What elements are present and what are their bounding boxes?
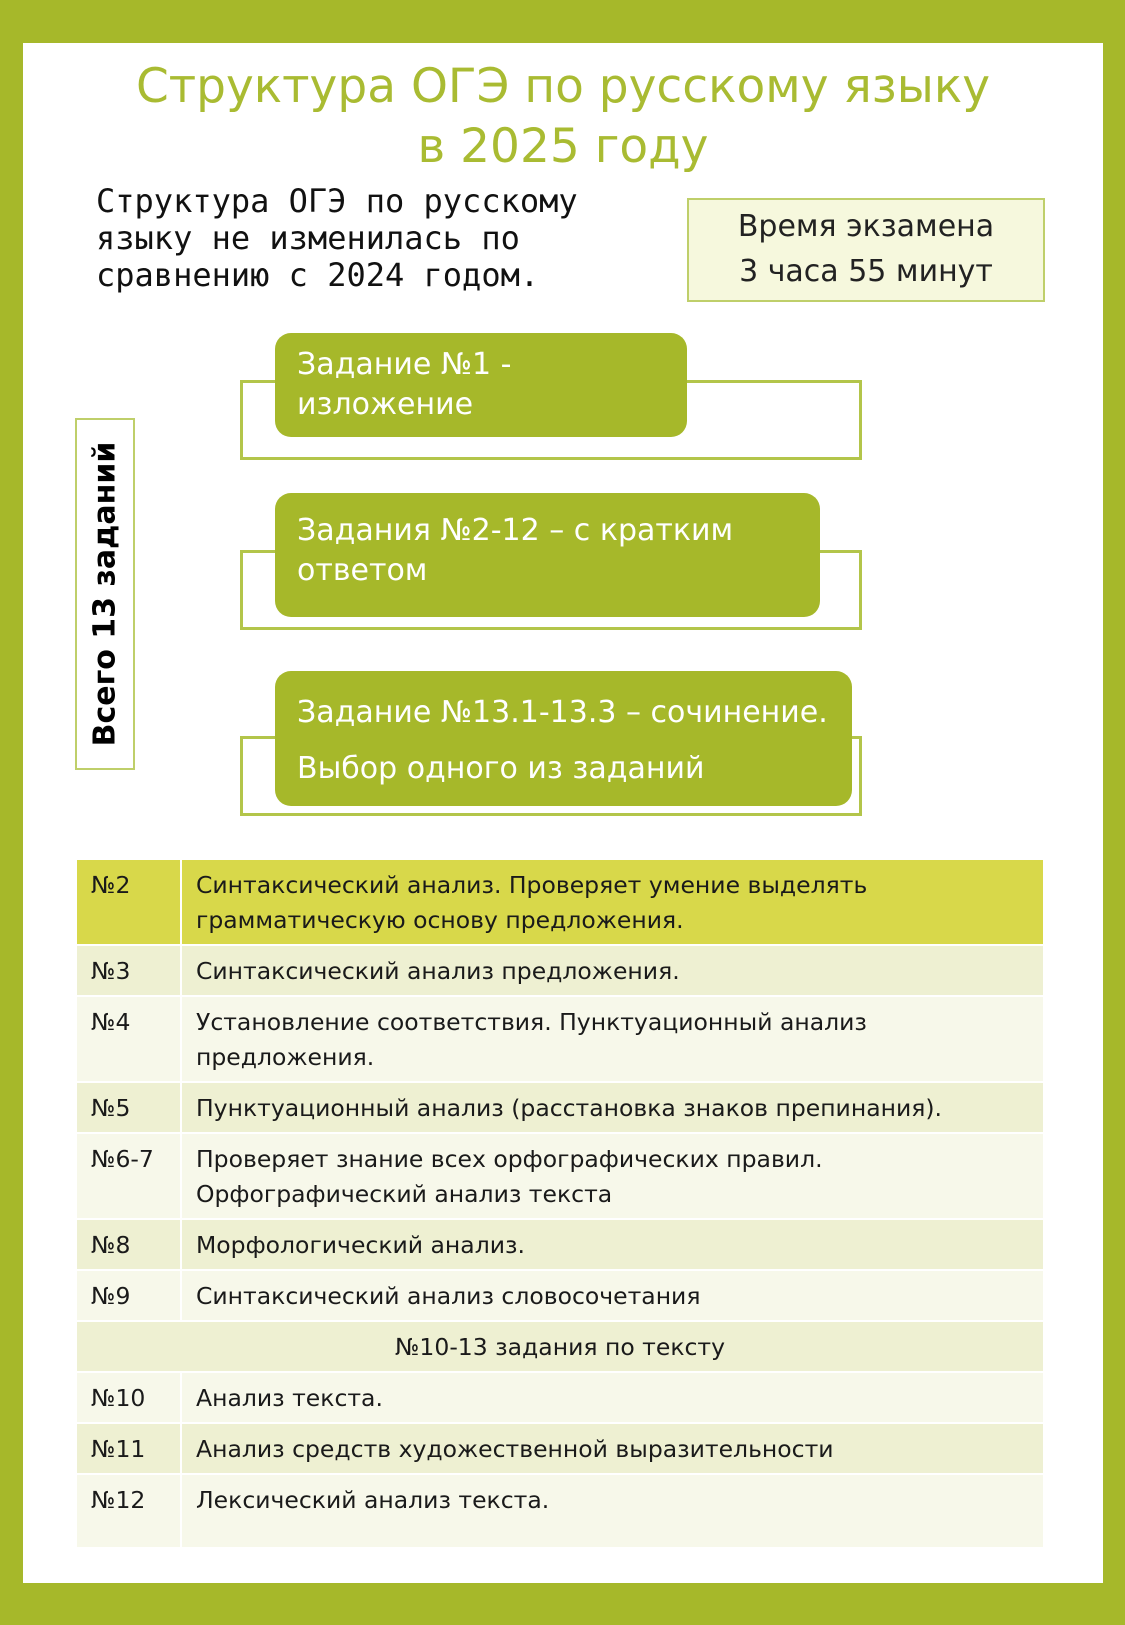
exam-time-label: Время экзамена [737,209,995,244]
table-row [76,1423,1044,1474]
task-number: №5 [76,1082,181,1133]
task-number: №3 [76,945,181,996]
task-description: Синтаксический анализ предложения. [181,945,1044,996]
tasks-table [75,858,1045,1549]
table-row [76,1219,1044,1270]
task-number: №6-7 [76,1133,181,1219]
task-group-1-line-1: Задание №1 - [297,347,512,382]
table-row [76,1372,1044,1423]
exam-time-value: 3 часа 55 минут [739,254,993,289]
total-tasks-box [75,418,135,770]
table-row [76,945,1044,996]
intro-text [96,183,636,294]
task-group-2 [275,493,820,617]
task-description: Морфологический анализ. [181,1219,1044,1270]
table-row [76,1133,1044,1219]
task-description: Лексический анализ текста. [181,1474,1044,1548]
task-group-1-line-2: изложение [297,387,474,422]
table-row [76,859,1044,945]
total-tasks-label: Всего 13 заданий [87,441,123,747]
table-row [76,1474,1044,1548]
title-line-1: Структура ОГЭ по русскому языку [135,59,991,114]
task-number: №11 [76,1423,181,1474]
task-number: №9 [76,1270,181,1321]
task-group-2-line-1: Задания №2-12 – с кратким [297,513,734,548]
intro-line-2: языку не изменилась по [96,219,520,257]
table-row [76,996,1044,1082]
intro-line-1: Структура ОГЭ по русскому [96,182,578,220]
task-group-3-line-2: Выбор одного из заданий [297,751,705,786]
task-number: №10 [76,1372,181,1423]
task-number: №12 [76,1474,181,1548]
task-description: Установление соответствия. Пунктуационный анализ предложения. [181,996,1044,1082]
intro-line-3: сравнению с 2024 годом. [96,256,540,294]
task-description: Анализ средств художественной выразительности [181,1423,1044,1474]
task-description: Синтаксический анализ. Проверяет умение выделять грамматическую основу предложения. [181,859,1044,945]
task-group-1 [275,333,687,437]
task-description: Синтаксический анализ словосочетания [181,1270,1044,1321]
exam-time-box [687,198,1045,302]
task-group-3-line-1: Задание №13.1-13.3 – сочинение. [297,695,828,730]
page-title [23,57,1103,177]
task-number: №4 [76,996,181,1082]
text-tasks-heading: №10-13 задания по тексту [76,1321,1044,1372]
title-line-2: в 2025 году [417,119,709,174]
task-group-2-line-2: ответом [297,553,428,588]
task-description: Анализ текста. [181,1372,1044,1423]
task-number: №8 [76,1219,181,1270]
content-panel [23,43,1103,1583]
table-row [76,1270,1044,1321]
task-description: Проверяет знание всех орфографических правил. Орфографический анализ текста [181,1133,1044,1219]
task-number: №2 [76,859,181,945]
table-row [76,1082,1044,1133]
task-group-3 [275,671,852,806]
task-description: Пунктуационный анализ (расстановка знаков препинания). [181,1082,1044,1133]
table-row-merged [76,1321,1044,1372]
